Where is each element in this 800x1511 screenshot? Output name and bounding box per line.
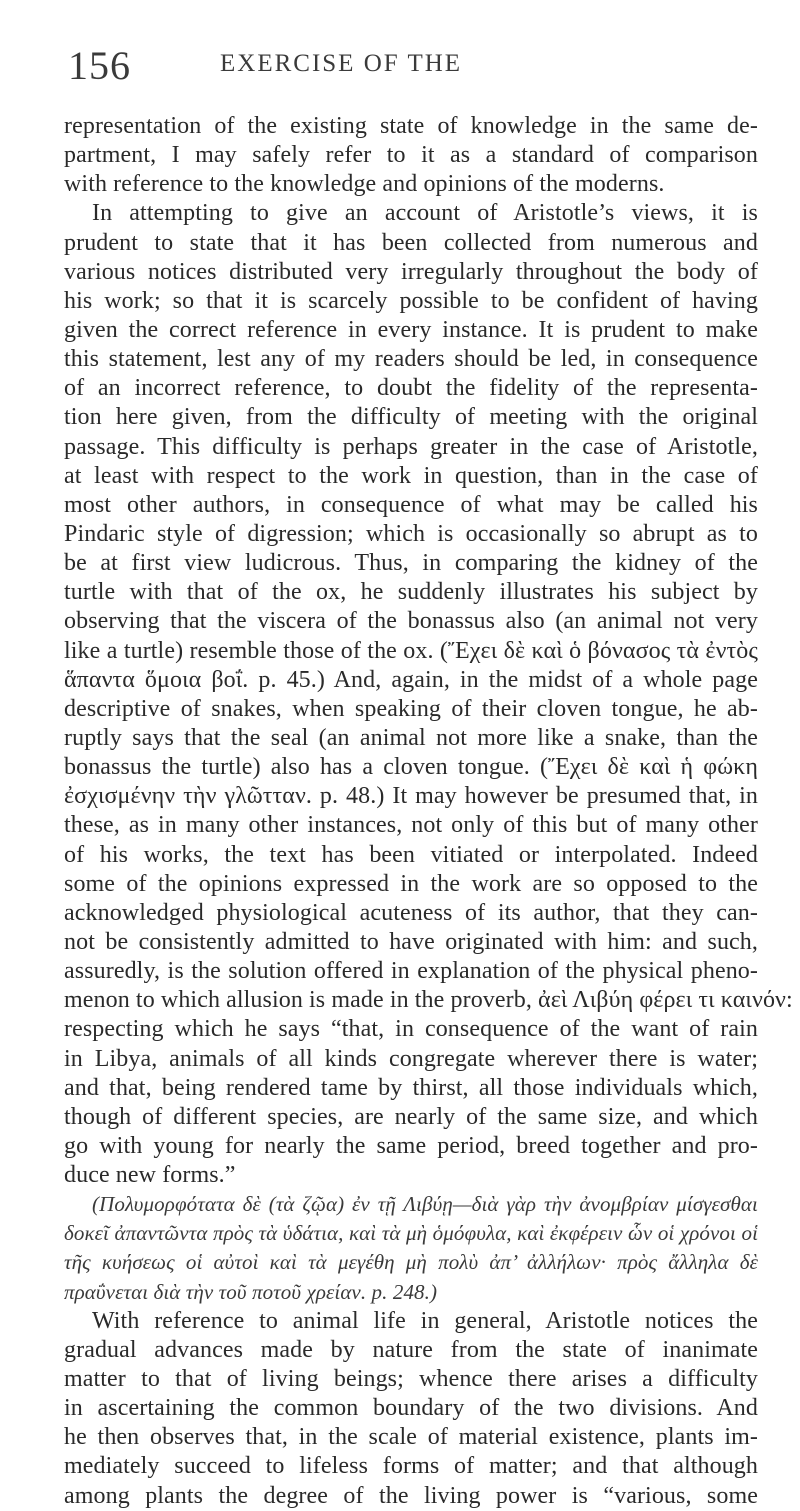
text-line: assuredly, is the solution offered in explanation of the physical pheno- bbox=[64, 958, 758, 985]
text-line: and that, being rendered tame by thirst, all those individuals which, bbox=[64, 1074, 758, 1101]
text-line: these, as in many other instances, not only of this but of many other bbox=[64, 812, 758, 839]
greek-quotation-line: δοκεῖ ἀπαντῶντα πρὸς τὰ ὑδάτια, καὶ τὰ μὴ ὁμόφυλα, καὶ ἐκφέρειν ὧν οἱ χρόνοι οἱ bbox=[64, 1221, 758, 1246]
greek-quotation-line: τῆς κυήσεως οἱ αὐτοὶ καὶ τὰ μεγέθη μὴ πολὺ ἀπ’ ἀλλήλων· πρὸς ἄλληλα δὲ bbox=[64, 1250, 758, 1275]
text-line: his work; so that it is scarcely possible to be confident of having bbox=[64, 287, 758, 314]
text-line: representation of the existing state of knowledge in the same de- bbox=[64, 113, 758, 139]
text-line: like a turtle) resemble those of the ox. (Ἔχει δὲ καὶ ὁ βόνασος τὰ ἐντὸς bbox=[64, 637, 758, 664]
text-line: though of different species, are nearly of the same size, and which bbox=[64, 1103, 758, 1130]
paragraph-first-line: With reference to animal life in general, Aristotle notices the bbox=[92, 1307, 758, 1334]
text-line: various notices distributed very irregularly throughout the body of bbox=[64, 258, 758, 285]
text-line: gradual advances made by nature from the state of inanimate bbox=[64, 1336, 758, 1363]
text-line: not be consistently admitted to have originated with him: and such, bbox=[64, 928, 758, 955]
text-line: given the correct reference in every instance. It is prudent to make bbox=[64, 316, 758, 343]
text-line: duce new forms.” bbox=[64, 1162, 236, 1189]
text-line: ἐσχισμένην τὴν γλῶτταν. p. 48.) It may however be presumed that, in bbox=[64, 783, 758, 810]
paragraph-first-line: In attempting to give an account of Aristotle’s views, it is bbox=[92, 200, 758, 227]
text-line: of an incorrect reference, to doubt the fidelity of the representa- bbox=[64, 375, 758, 402]
text-line: go with young for nearly the same period, breed together and pro- bbox=[64, 1132, 758, 1159]
text-line: in Libya, animals of all kinds congregate wherever there is water; bbox=[64, 1045, 758, 1072]
body-text bbox=[64, 112, 793, 1511]
text-line: descriptive of snakes, when speaking of their cloven tongue, he ab- bbox=[64, 695, 758, 722]
text-line: bonassus the turtle) also has a cloven tongue. (Ἔχει δὲ καὶ ἡ φώκη bbox=[64, 754, 758, 781]
text-line: most other authors, in consequence of what may be called his bbox=[64, 491, 758, 518]
text-line: with reference to the knowledge and opinions of the moderns. bbox=[64, 171, 665, 198]
page-number: 156 bbox=[68, 43, 131, 88]
text-line: acknowledged physiological acuteness of its author, that they can- bbox=[64, 899, 758, 926]
text-line: prudent to state that it has been collected from numerous and bbox=[64, 229, 758, 256]
text-line: among plants the degree of the living power is “various, some bbox=[64, 1482, 758, 1509]
text-line: at least with respect to the work in question, than in the case of bbox=[64, 462, 758, 489]
text-line: some of the opinions expressed in the work are so opposed to the bbox=[64, 870, 758, 897]
text-line: be at first view ludicrous. Thus, in comparing the kidney of the bbox=[64, 550, 758, 577]
text-line: of his works, the text has been vitiated or interpolated. Indeed bbox=[64, 841, 758, 868]
greek-quotation-line: (Πολυμορφότατα δὲ (τὰ ζῷα) ἐν τῇ Λιβύῃ—διὰ γὰρ τὴν ἀνομβρίαν μίσγεσθαι bbox=[92, 1192, 758, 1217]
text-line: this statement, lest any of my readers should be led, in consequence bbox=[64, 346, 758, 373]
text-line: observing that the viscera of the bonassus also (an animal not very bbox=[64, 608, 758, 635]
text-line: turtle with that of the ox, he suddenly illustrates his subject by bbox=[64, 579, 758, 606]
text-line: he then observes that, in the scale of material existence, plants im- bbox=[64, 1424, 758, 1451]
text-line: tion here given, from the difficulty of meeting with the original bbox=[64, 404, 758, 431]
text-line: in ascertaining the common boundary of the two divisions. And bbox=[64, 1395, 758, 1422]
text-line: passage. This difficulty is perhaps greater in the case of Aristotle, bbox=[64, 433, 758, 460]
text-line: matter to that of living beings; whence there arises a difficulty bbox=[64, 1366, 758, 1393]
text-line: ruptly says that the seal (an animal not more like a snake, than the bbox=[64, 724, 758, 751]
text-line: ἅπαντα ὅμοια βοΐ. p. 45.) And, again, in the midst of a whole page bbox=[64, 666, 758, 693]
running-head bbox=[68, 42, 758, 88]
greek-quotation-line: πραΰνεται διὰ τὴν τοῦ ποτοῦ χρείαν. p. 248.) bbox=[64, 1279, 438, 1304]
text-line: partment, I may safely refer to it as a standard of comparison bbox=[64, 142, 758, 169]
text-line: respecting which he says “that, in consequence of the want of rain bbox=[64, 1016, 758, 1043]
text-line: menon to which allusion is made in the proverb, ἀεὶ Λιβύη φέρει τι καινόν: bbox=[64, 987, 793, 1014]
text-line: Pindaric style of digression; which is occasionally so abrupt as to bbox=[64, 520, 758, 547]
text-line: mediately succeed to lifeless forms of matter; and that although bbox=[64, 1453, 758, 1480]
running-title: EXERCISE OF THE bbox=[220, 50, 463, 77]
